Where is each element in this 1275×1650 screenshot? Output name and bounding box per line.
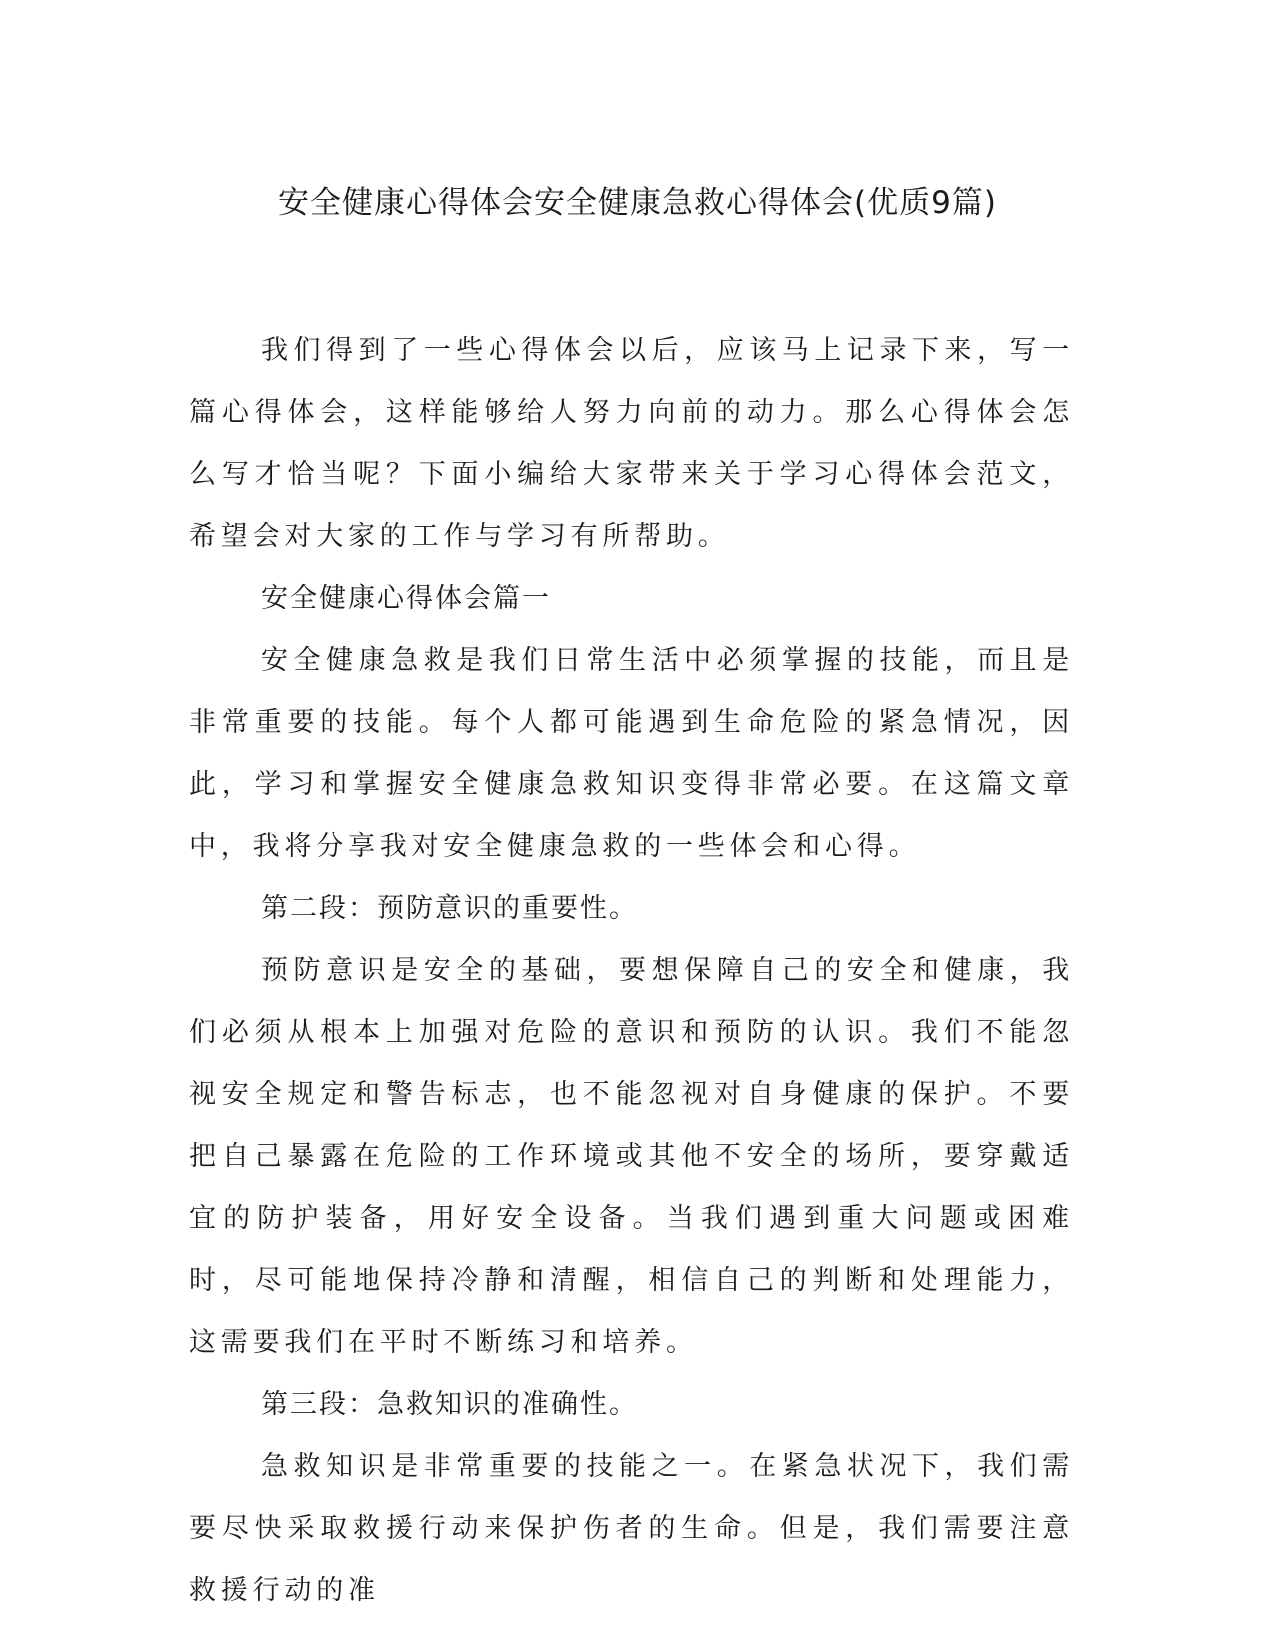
document-body <box>189 320 1074 1622</box>
section-paragraph-1: 安全健康急救是我们日常生活中必须掌握的技能，而且是非常重要的技能。每个人都可能遇到生命危险的紧急情况，因此，学习和掌握安全健康急救知识变得非常必要。在这篇文章中，我将分享我对安全健康急救的一些体会和心得。 <box>189 645 1074 862</box>
heading-third-section: 第三段：急救知识的准确性。 <box>261 1389 638 1420</box>
document-title: 安全健康心得体会安全健康急救心得体会(优质9篇) <box>278 185 997 221</box>
section-paragraph-3: 急救知识是非常重要的技能之一。在紧急状况下，我们需要尽快采取救援行动来保护伤者的生命。但是，我们需要注意救援行动的准 <box>189 1451 1074 1606</box>
section-paragraph-2: 预防意识是安全的基础，要想保障自己的安全和健康，我们必须从根本上加强对危险的意识和预防的认识。我们不能忽视安全规定和警告标志，也不能忽视对自身健康的保护。不要把自己暴露在危险的工作环境或其他不安全的场所，要穿戴适宜的防护装备，用好安全设备。当我们遇到重大问题或困难时，尽可能地保持冷静和清醒，相信自己的判断和处理能力，这需要我们在平时不断练习和培养。 <box>189 955 1074 1358</box>
heading-second-section: 第二段：预防意识的重要性。 <box>261 893 638 924</box>
section-title: 安全健康心得体会篇一 <box>261 583 551 614</box>
intro-paragraph: 我们得到了一些心得体会以后，应该马上记录下来，写一篇心得体会，这样能够给人努力向前的动力。那么心得体会怎么写才恰当呢？下面小编给大家带来关于学习心得体会范文，希望会对大家的工作与学习有所帮助。 <box>189 335 1074 552</box>
